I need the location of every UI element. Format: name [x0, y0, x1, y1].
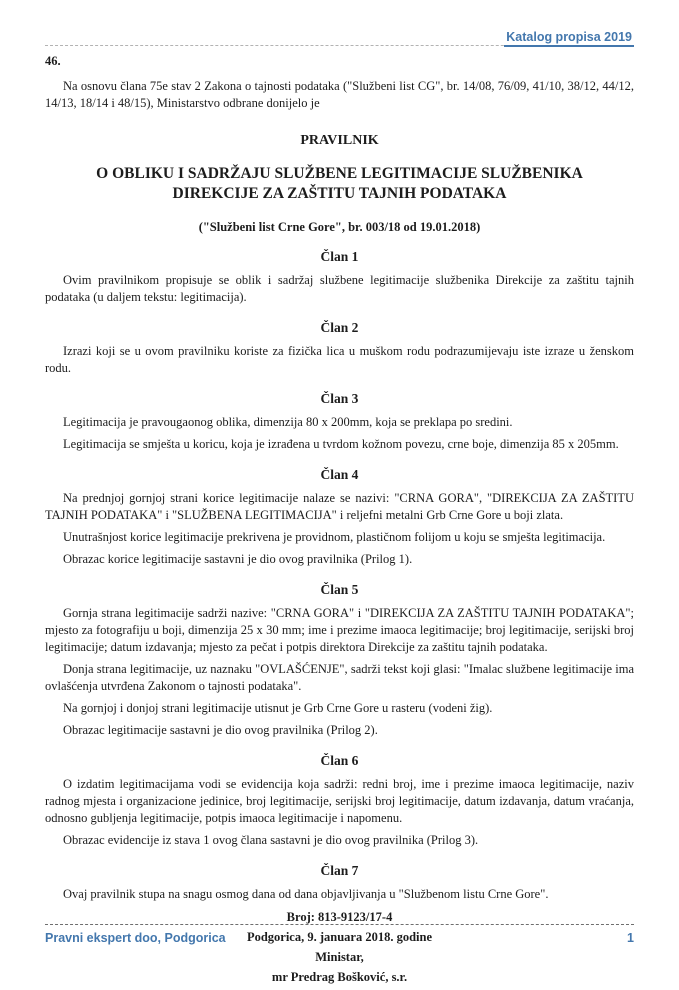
paragraph: Unutrašnjost korice legitimacije prekrivena je providnom, plastičnom folijom u koju se smješta legitimacija. [63, 530, 606, 544]
article-clan-5 [45, 582, 634, 739]
article-clan-4 [45, 467, 634, 568]
page-header [45, 30, 634, 46]
paragraph: Ovim pravilnikom propisuje se oblik i sadržaj službene legitimacije službenika Direkcije za zaštitu tajnih podataka (u daljem tekstu: legitimacija). [45, 273, 634, 304]
article-heading: Član 7 [320, 863, 359, 878]
paragraph: Donja strana legitimacije, uz naznaku "OVLAŠĆENJE", sadrži tekst koji glasi: "Imalac službene legitimacije ima ovlašćenja utvrđena Zakonom o tajnosti podataka". [45, 662, 634, 693]
article-clan-3 [45, 391, 634, 453]
paragraph: Ovaj pravilnik stupa na snagu osmog dana od dana objavljivanja u "Službenom listu Crne Gore". [63, 887, 549, 901]
paragraph: Legitimacija se smješta u koricu, koja je izrađena u tvrdom kožnom povezu, crne boje, dimenzija 85 x 205mm. [63, 437, 619, 451]
paragraph: Izrazi koji se u ovom pravilniku koriste za fizička lica u muškom rodu podrazumijevaju iste izraze u ženskom rodu. [45, 344, 634, 375]
article-heading: Član 2 [320, 320, 359, 335]
paragraph: Obrazac legitimacije sastavni je dio ovog pravilnika (Prilog 2). [63, 723, 378, 737]
article-heading: Član 1 [320, 249, 359, 264]
page-number: 1 [627, 931, 634, 945]
paragraph: O izdatim legitimacijama vodi se evidencija koja sadrži: redni broj, ime i prezime imaoca legitimacije, naziv radnog mjesta i organizacione jedinice, broj legitimacije, serijski broj legitimacije, datum izdavanja, datum vraćanja, odnosno gubljenja legitimacije, potpis imaoca legitimacije i napomenu. [45, 777, 634, 825]
gazette-reference: ("Službeni list Crne Gore", br. 003/18 od 19.01.2018) [198, 220, 481, 234]
page-footer [45, 924, 634, 945]
document-title: O OBLIKU I SADRŽAJU SLUŽBENE LEGITIMACIJE SLUŽBENIKA DIREKCIJE ZA ZAŠTITU TAJNIH PODATAKA [96, 165, 583, 202]
article-heading: Član 3 [320, 391, 359, 406]
article-clan-7 [45, 863, 634, 903]
item-number: 46. [45, 54, 61, 68]
article-clan-2 [45, 320, 634, 377]
signature-block [45, 908, 634, 986]
signer-name: mr Predrag Bošković, s.r. [271, 970, 408, 984]
article-heading: Član 6 [320, 753, 359, 768]
publisher-label: Pravni ekspert doo, Podgorica [45, 931, 226, 945]
paragraph: Na prednjoj gornjoj strani korice legitimacije nalaze se nazivi: "CRNA GORA", "DIREKCIJA ZA ZAŠTITU TAJNIH PODATAKA" i "SLUŽBENA LEGITIMACIJA" i reljefni metalni Grb Crne Gore u boji zlata. [45, 491, 634, 522]
intro-paragraph: Na osnovu člana 75e stav 2 Zakona o tajnosti podataka ("Službeni list CG", br. 14/08, 76/09, 41/10, 38/12, 44/12, 14/13, 18/14 i 48/15), Ministarstvo odbrane donijelo je [45, 79, 634, 110]
document-number: Broj: 813-9123/17-4 [286, 910, 393, 924]
document-type-heading: PRAVILNIK [300, 133, 379, 148]
document-body [0, 54, 679, 986]
article-heading: Član 4 [320, 467, 359, 482]
paragraph: Legitimacija je pravougaonog oblika, dimenzija 80 x 200mm, koja se preklapa po sredini. [63, 415, 513, 429]
paragraph: Obrazac evidencije iz stava 1 ovog člana sastavni je dio ovog pravilnika (Prilog 3). [63, 833, 479, 847]
paragraph: Gornja strana legitimacije sadrži nazive: "CRNA GORA" i "DIREKCIJA ZA ZAŠTITU TAJNIH PODATAKA"; mjesto za fotografiju u boji, dimenzija 25 x 30 mm; ime i prezime imaoca legitimacije; broj legitimacije, serijski broj legitimacije; datum izdavanja; mjesto za pečat i potpis direktora Direkcije za zaštitu tajnih podataka. [45, 606, 634, 654]
article-clan-6 [45, 753, 634, 849]
place-and-date: Podgorica, 9. januara 2018. godine [246, 930, 433, 944]
paragraph: Obrazac korice legitimacije sastavni je dio ovog pravilnika (Prilog 1). [63, 552, 413, 566]
signer-role: Ministar, [315, 950, 364, 964]
article-heading: Član 5 [320, 582, 359, 597]
paragraph: Na gornjoj i donjoj strani legitimacije utisnut je Grb Crne Gore u rasteru (vodeni žig). [63, 701, 493, 715]
article-clan-1 [45, 249, 634, 306]
catalog-link[interactable]: Katalog propisa 2019 [504, 30, 634, 47]
